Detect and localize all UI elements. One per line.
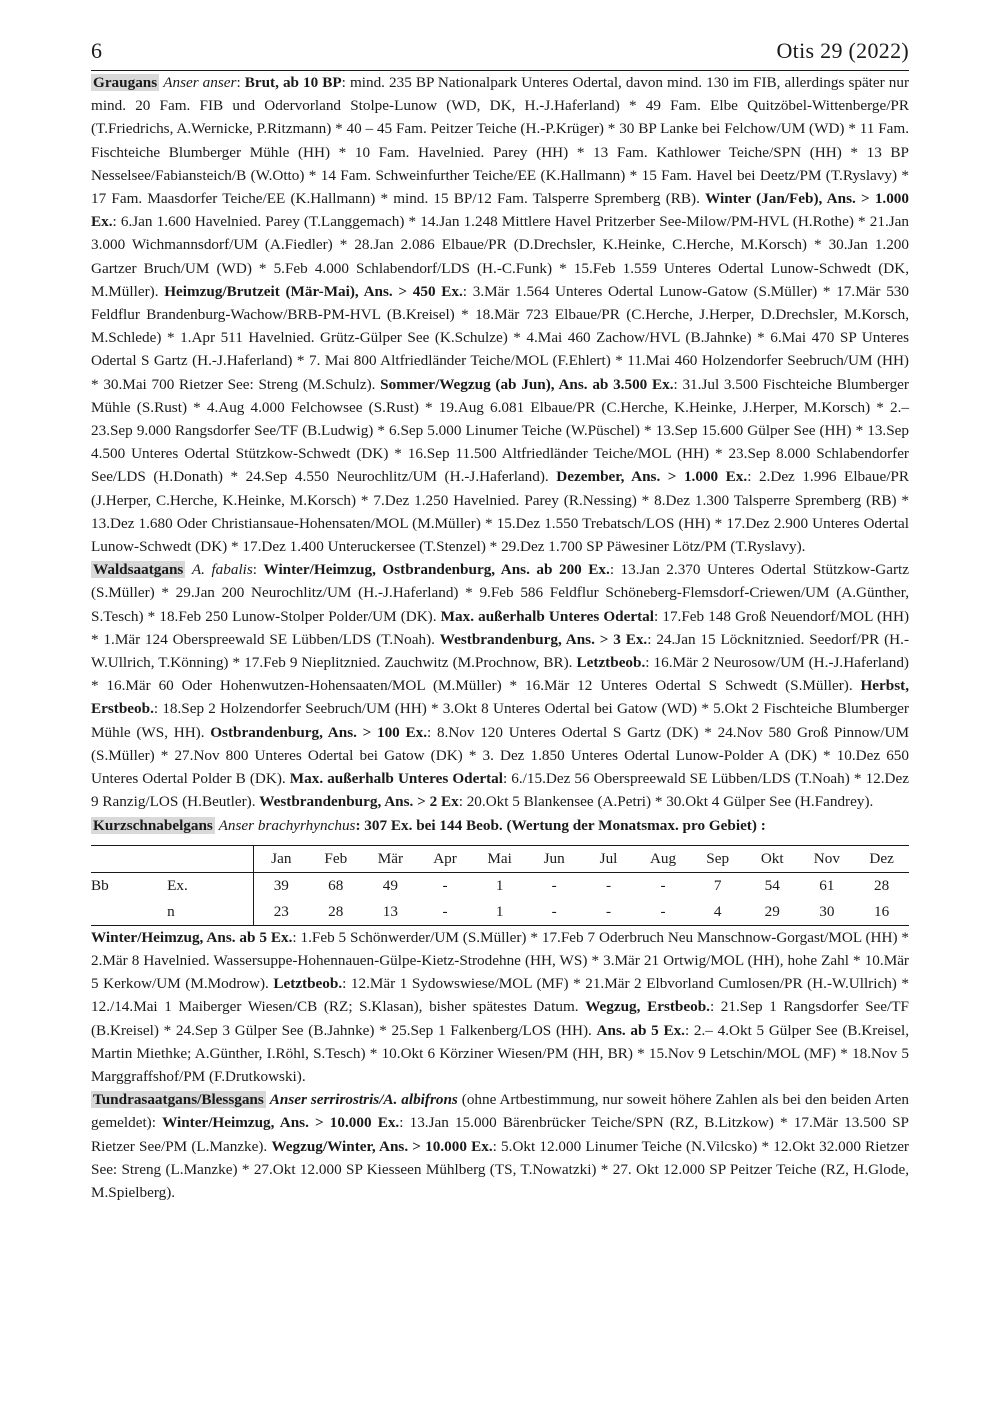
section-heading: Letztbeob. [273,975,343,993]
table-cell: - [442,876,448,894]
section-text: : 1.Feb 5 Schönwerder/UM (S.Müller) * 17.Feb 7 Oderbruch Neu Manschnow-Gorgast/MOL (HH) * 2.Mär 8 Havelnied. Wassersuppe-Hohennauen-Gülpe-Kietz-Strodehne (HH, WS) * 3.Mär 21 Ortwig/MOL (HH), hohe Zahl * 10.Mär 5 Kerkow/UM (M.Modrow). [91,928,909,993]
table-cell: 28 [309,899,364,926]
table-cell: - [418,899,473,926]
row-label: n [139,899,253,926]
entry-kurzschnabelgans-header [91,814,909,837]
table-cell: 39 [273,876,289,894]
region-cell: Bb [91,876,109,894]
table-cell: 68 [328,876,344,894]
table-cell: 49 [382,876,398,894]
section-text: : 24.Jan 15 Löcknitznied. Seedorf/PR (H.-W.Ullrich, T.Könning) * 17.Feb 9 Nieplitznied. Zauchwitz (M.Prochnow, BR). [91,630,909,672]
section-heading: Brut, ab 10 BP [244,74,342,91]
section-heading: Wegzug/Winter, Ans. > 10.000 Ex. [271,1137,493,1155]
section-text: : 2.Dez 1.996 Elbaue/PR (J.Herper, C.Herche, K.Heinke, M.Korsch) * 7.Dez 1.250 Havelnied. Parey (R.Nessing) * 8.Dez 1.300 Talsperre Spremberg (RB) * 13.Dez 1.680 Oder Christiansaue-Hohensaten/MOL (M.Müller) * 15.Dez 1.550 Trebatsch/LOS (HH) * 17.Dez 2.900 Unteres Odertal Lunow-Schwedt (DK) * 17.Dez 1.400 Unteruckersee (T.Stenzel) * 29.Dez 1.700 SP Päwesiner Lötz/PM (T.Ryslavy). [91,468,910,556]
table-header-row [91,845,909,872]
species-name: Tundrasaatgans/Blessgans [93,1091,264,1109]
table-cell: - [551,876,557,894]
month-header: Aug [636,845,691,872]
section-heading: Max. außerhalb Unteres Odertal [440,607,654,625]
table-cell: - [636,899,691,926]
table-cell: - [660,876,666,894]
section-text: : 6./15.Dez 56 Oberspreewald SE Lübben/LDS (T.Noah) * 12.Dez 9 Ranzig/LOS (H.Beutler). [91,770,909,811]
latin-name: Anser serrirostris/A. albifrons [269,1091,458,1109]
table-cell: 29 [745,899,800,926]
entry-waldsaatgans: Waldsaatgans A. fabalis: Winter/Heimzug, Ostbrandenburg, Ans. ab 200 Ex.: 13.Jan 2.370 Unteres Odertal Stützkow-Gartz (S.Müller) * 29.Jan 200 Neurochlitz/UM (H.-J.Haferland) * 9.Feb 586 Feldflur Schöneberg-Flemsdorf-Criewen/UM (A.Günther, S.Tesch) * 18.Feb 250 Lunow-Stolper Polder/UM (DK). Max. außerhalb Unteres Odertal: 17.Feb 148 Groß Neuendorf/MOL (HH) * 1.Mär 124 Oberspreewald SE Lübben/LDS (T.Noah). Westbrandenburg, Ans. > 3 Ex.: 24.Jan 15 Löcknitznied. Seedorf/PR (H.-W.Ullrich, T.Könning) * 17.Feb 9 Nieplitznied. Zauchwitz (M.Prochnow, BR). Letztbeob.: 16.Mär 2 Neurosow/UM (H.-J.Haferland) * 16.Mär 60 Oder Hohenwutzen-Hohensaaten/MOL (M.Müller) * 16.Mär 12 Unteres Odertal S Schwedt (S.Müller). Herbst, Erstbeob.: 18.Sep 2 Holzendorfer Seebruch/UM (HH) * 3.Okt 8 Unteres Odertal bei Gatow (WD) * 5.Okt 2 Fischteiche Blumberger Mühle (WS, HH). Ostbrandenburg, Ans. > 100 Ex.: 8.Nov 120 Unteres Odertal S Gartz (DK) * 24.Nov 580 Groß Pinnow/UM (S.Müller) * 27.Nov 800 Unteres Odertal bei Gatow (DK) * 3. Dez 1.850 Unteres Odertal Lunow-Polder A (DK) * 10.Dez 650 Unteres Odertal Polder B (DK). Max. außerhalb Unteres Odertal: 6./15.Dez 56 Oberspreewald SE Lübben/LDS (T.Noah) * 12.Dez 9 Ranzig/LOS (H.Beutler). Westbrandenburg, Ans. > 2 Ex: 20.Okt 5 Blankensee (A.Petri) * 30.Okt 4 Gülper See (H.Fandrey). [91,561,909,811]
table-cell: 54 [764,876,780,894]
section-heading: Wegzug, Erstbeob. [585,998,710,1016]
section-heading: Westbrandenburg, Ans. > 2 Ex [259,793,459,811]
month-header: Apr [418,845,473,872]
section-heading: Letztbeob. [576,654,646,672]
table-cell: 4 [690,899,745,926]
species-name: Waldsaatgans [93,561,184,579]
page [91,38,909,1204]
section-heading: Ans. ab 5 Ex. [596,1021,685,1039]
table-row [91,872,909,899]
section-heading: Winter/Heimzug, Ans. ab 5 Ex. [91,928,293,946]
month-header: Dez [854,845,909,872]
intro-text: (ohne Artbestimmung, nur soweit höhere Zahlen als bei den beiden Arten gemeldet): [91,1091,910,1132]
table-cell: 30 [800,899,855,926]
section-text: : 20.Okt 5 Blankensee (A.Petri) * 30.Okt 4 Gülper See (H.Fandrey). [458,793,874,811]
page-header [91,38,909,71]
entry-kurzschnabelgans-text [91,926,909,1088]
table-row [91,899,909,926]
entry-tundrasaatgans [91,1088,909,1204]
monthly-table [91,845,909,926]
table-cell: 16 [854,899,909,926]
month-header: Nov [800,845,855,872]
month-header: Jun [527,845,581,872]
table-cell: 1 [472,899,527,926]
month-header: Feb [309,845,364,872]
table-cell: 23 [254,899,309,926]
entry-graugans: Graugans Anser anser: Brut, ab 10 BP: mind. 235 BP Nationalpark Unteres Odertal, davon mind. 130 im FIB, allerdings später nur mind. 20 Fam. FIB und Odervorland Stolpe-Lunow (WD, DK, H.-J.Haferland) * 49 Fam. Elbe Quitzöbel-Wittenberge/PR (T.Friedrichs, A.Wernicke, P.Ritzmann) * 40 – 45 Fam. Peitzer Teiche (H.-P.Krüger) * 30 BP Lanke bei Felchow/UM (WD) * 11 Fam. Fischteiche Blumberger Mühle (HH) * 10 Fam. Havelnied. Parey (HH) * 13 Fam. Kathlower Teiche/SPN (HH) * 13 BP Nesselsee/Fabiansteich/B (W.Otto) * 14 Fam. Schweinfurther Teiche/EE (K.Hallmann) * 15 Fam. Havel bei Deetz/PM (T.Ryslavy) * 17 Fam. Maasdorfer Teiche/EE (K.Hallmann) * mind. 15 BP/12 Fam. Talsperre Spremberg (RB). Winter (Jan/Feb), Ans. > 1.000 Ex.: 6.Jan 1.600 Havelnied. Parey (T.Langgemach) * 14.Jan 1.248 Mittlere Havel Pritzerber See-Milow/PM-HVL (H.Rothe) * 21.Jan 3.000 Wichmannsdorf/UM (A.Fiedler) * 28.Jan 2.086 Elbaue/PR (D.Drechsler, K.Heinke, C.Herche, M.Korsch) * 30.Jan 1.200 Gartzer Bruch/UM (WD) * 5.Feb 4.000 Schlabendorf/LDS (H.-C.Funk) * 15.Feb 1.559 Unteres Odertal Lunow-Schwedt (DK, M.Müller). Heimzug/Brutzeit (Mär-Mai), Ans. > 450 Ex.: 3.Mär 1.564 Unteres Odertal Lunow-Gatow (S.Müller) * 17.Mär 530 Feldflur Brandenburg-Wachow/BRB-PM-HVL (B.Kreisel) * 18.Mär 723 Elbaue/PR (C.Herche, J.Herper, D.Drechsler, M.Korsch, M.Schlede) * 1.Apr 511 Havelnied. Grütz-Gülper See (K.Schulze) * 4.Mai 460 Zachow/HVL (B.Jahnke) * 6.Mai 470 SP Unteres Odertal S Gartz (H.-J.Haferland) * 7. Mai 800 Altfriedländer Teiche/MOL (F.Ehlert) * 11.Mai 460 Holzendorfer Seebruch/UM (HH) * 30.Mai 700 Rietzer See: Streng (M.Schulz). Sommer/Wegzug (ab Jun), Ans. ab 3.500 Ex.: 31.Jul 3.500 Fischteiche Blumberger Mühle (S.Rust) * 4.Aug 4.000 Felchowsee (S.Rust) * 19.Aug 6.081 Elbaue/PR (C.Herche, K.Heinke, J.Herper, M.Korsch) * 2.–23.Sep 9.000 Rangsdorfer See/TF (B.Ludwig) * 6.Sep 5.000 Linumer Teiche (W.Püschel) * 13.Sep 15.600 Gülper See (HH) * 13.Sep 4.500 Unteres Odertal Stützkow-Schwedt (DK) * 16.Sep 11.500 Altfriedländer Teiche/MOL (HH) * 23.Sep 8.000 Schlabendorfer See/LDS (H.Donath) * 24.Sep 4.550 Neurochlitz/UM (H.-J.Haferland). Dezember, Ans. > 1.000 Ex.: 2.Dez 1.996 Elbaue/PR (J.Herper, C.Herche, K.Heinke, M.Korsch) * 7.Dez 1.250 Havelnied. Parey (R.Nessing) * 8.Dez 1.300 Talsperre Spremberg (RB) * 13.Dez 1.680 Oder Christiansaue-Hohensaten/MOL (M.Müller) * 15.Dez 1.550 Trebatsch/LOS (HH) * 17.Dez 2.900 Unteres Odertal Lunow-Schwedt (DK) * 17.Dez 1.400 Unteruckersee (T.Stenzel) * 29.Dez 1.700 SP Päwesiner Lötz/PM (T.Ryslavy). [91,74,910,556]
section-heading: Westbrandenburg, Ans. > 3 Ex. [439,630,648,648]
month-header: Mär [363,845,418,872]
month-header: Jan [254,845,309,872]
section-text: : 18.Sep 2 Holzendorfer Seebruch/UM (HH) * 3.Okt 8 Unteres Odertal bei Gatow (WD) * 5.Okt 2 Fischteiche Blumberger Mühle (WS, HH). [91,700,909,741]
month-header: Sep [690,845,745,872]
section-text: : 3.Mär 1.564 Unteres Odertal Lunow-Gatow (S.Müller) * 17.Mär 530 Feldflur Brandenburg-Wachow/BRB-PM-HVL (B.Kreisel) * 18.Mär 723 Elbaue/PR (C.Herche, J.Herper, D.Drechsler, M.Korsch, M.Schlede) * 1.Apr 511 Havelnied. Grütz-Gülper See (K.Schulze) * 4.Mai 460 Zachow/HVL (B.Jahnke) * 6.Mai 470 SP Unteres Odertal S Gartz (H.-J.Haferland) * 7. Mai 800 Altfriedländer Teiche/MOL (F.Ehlert) * 11.Mai 460 Holzendorfer Seebruch/UM (HH) * 30.Mai 700 Rietzer See: Streng (M.Schulz). [91,282,909,393]
table-cell: - [606,876,612,894]
section-text: : mind. 235 BP Nationalpark Unteres Odertal, davon mind. 130 im FIB, allerdings später nur mind. 20 Fam. FIB und Odervorland Stolpe-Lunow (WD, DK, H.-J.Haferland) * 49 Fam. Elbe Quitzöbel-Wittenberge/PR (T.Friedrichs, A.Wernicke, P.Ritzmann) * 40 – 45 Fam. Peitzer Teiche (H.-P.Krüger) * 30 BP Lanke bei Felchow/UM (WD) * 11 Fam. Fischteiche Blumberger Mühle (HH) * 10 Fam. Havelnied. Parey (HH) * 13 Fam. Kathlower Teiche/SPN (HH) * 13 BP Nesselsee/Fabiansteich/B (W.Otto) * 14 Fam. Schweinfurther Teiche/EE (K.Hallmann) * 15 Fam. Havel bei Deetz/PM (T.Ryslavy) * 17 Fam. Maasdorfer Teiche/EE (K.Hallmann) * mind. 15 BP/12 Fam. Talsperre Spremberg (RB). [91,74,909,208]
section-text: : 13.Jan 2.370 Unteres Odertal Stützkow-Gartz (S.Müller) * 29.Jan 200 Neurochlitz/UM (H.-J.Haferland) * 9.Feb 586 Feldflur Schöneberg-Flemsdorf-Criewen/UM (A.Günther, S.Tesch) * 18.Feb 250 Lunow-Stolper Polder/UM (DK). [91,561,909,625]
section-text: : 12.Mär 1 Sydowswiese/MOL (MF) * 21.Mär 2 Elbvorland Cumlosen/PR (H.-W.Ullrich) * 12./14.Mai 1 Maiberger Wiesen/CB (RZ; S.Klasan), bisher spätestes Datum. [91,975,909,1016]
page-number: 6 [91,38,103,63]
section-text: : 8.Nov 120 Unteres Odertal S Gartz (DK) * 24.Nov 580 Groß Pinnow/UM (S.Müller) * 27.Nov 800 Unteres Odertal bei Gatow (DK) * 3. Dez 1.850 Unteres Odertal Lunow-Polder A (DK) * 10.Dez 650 Unteres Odertal Polder B (DK). [91,723,909,788]
species-name: Graugans [93,74,158,91]
section-heading: Heimzug/Brutzeit (Mär-Mai), Ans. > 450 Ex. [164,282,463,300]
section-heading: Dezember, Ans. > 1.000 Ex. [556,468,748,486]
table-cell: - [527,899,581,926]
summary-text: : 307 Ex. bei 144 Beob. (Wertung der Monatsmax. pro Gebiet) : [355,816,766,834]
section-heading: Winter/Heimzug, Ans. > 10.000 Ex. [162,1114,400,1132]
table-cell: 28 [874,876,890,894]
section-heading: Herbst, Erstbeob. [91,677,909,718]
section-text: : 21.Sep 1 Rangsdorfer See/TF (B.Kreisel) * 24.Sep 3 Gülper See (B.Jahnke) * 25.Sep 1 Falkenberg/LOS (HH). [91,998,909,1039]
row-label: Ex. [139,872,253,899]
month-header: Mai [472,845,527,872]
section-text: : 2.– 4.Okt 5 Gülper See (B.Kreisel, Martin Miethke; A.Günther, I.Röhl, S.Tesch) * 10.Okt 6 Körziner Wiesen/PM (HH, BR) * 15.Nov 9 Letschin/MOL (MF) * 18.Nov 5 Marggraffshof/PM (F.Drutkowski). [91,1021,909,1085]
section-text: : 5.Okt 12.000 Linumer Teiche (N.Vilcsko) * 12.Okt 32.000 Rietzer See: Streng (L.Manzke) * 27.Okt 12.000 SP Kiesseen Mühlberg (TS, T.Nowatzki) * 27. Okt 12.000 SP Peitzer Teiche (RZ, H.Glode, M.Spielberg). [91,1137,909,1201]
journal-title: Otis 29 (2022) [776,38,909,63]
section-text: : 31.Jul 3.500 Fischteiche Blumberger Mühle (S.Rust) * 4.Aug 4.000 Felchowsee (S.Rust) * 19.Aug 6.081 Elbaue/PR (C.Herche, K.Heinke, J.Herper, M.Korsch) * 2.–23.Sep 9.000 Rangsdorfer See/TF (B.Ludwig) * 6.Sep 5.000 Linumer Teiche (W.Püschel) * 13.Sep 15.600 Gülper See (HH) * 13.Sep 4.500 Unteres Odertal Stützkow-Schwedt (DK) * 16.Sep 11.500 Altfriedländer Teiche/MOL (HH) * 23.Sep 8.000 Schlabendorfer See/LDS (H.Donath) * 24.Sep 4.550 Neurochlitz/UM (H.-J.Haferland). [91,375,909,486]
section-text: : 16.Mär 2 Neurosow/UM (H.-J.Haferland) * 16.Mär 60 Oder Hohenwutzen-Hohensaaten/MOL (M.Müller) * 16.Mär 12 Unteres Odertal S Schwedt (S.Müller). [91,654,909,695]
table-cell: - [581,899,635,926]
table-cell: 61 [819,876,835,894]
section-heading: Winter/Heimzug, Ostbrandenburg, Ans. ab 200 Ex. [263,561,610,579]
section-heading: Sommer/Wegzug (ab Jun), Ans. ab 3.500 Ex. [380,375,674,393]
section-heading: Ostbrandenburg, Ans. > 100 Ex. [210,723,428,741]
section-heading: Max. außerhalb Unteres Odertal [289,770,503,788]
table-cell: 13 [363,899,418,926]
table-cell: 1 [495,876,504,894]
latin-name: Anser brachyrhynchus [218,816,356,834]
latin-name: Anser anser [163,74,237,91]
section-text: : 6.Jan 1.600 Havelnied. Parey (T.Langgemach) * 14.Jan 1.248 Mittlere Havel Pritzerber See-Milow/PM-HVL (H.Rothe) * 21.Jan 3.000 Wichmannsdorf/UM (A.Fiedler) * 28.Jan 2.086 Elbaue/PR (D.Drechsler, K.Heinke, C.Herche, M.Korsch) * 30.Jan 1.200 Gartzer Bruch/UM (WD) * 5.Feb 4.000 Schlabendorf/LDS (H.-C.Funk) * 15.Feb 1.559 Unteres Odertal Lunow-Schwedt (DK, M.Müller). [91,213,909,300]
section-heading: Winter (Jan/Feb), Ans. > 1.000 Ex. [91,190,909,231]
month-header: Okt [745,845,800,872]
month-header: Jul [581,845,635,872]
section-text: : 13.Jan 15.000 Bärenbrücker Teiche/SPN (RZ, B.Litzkow) * 17.Mär 13.500 SP Rietzer See/PM (L.Manzke). [91,1114,909,1155]
species-name: Kurzschnabelgans [93,816,213,834]
latin-name: A. fabalis [191,561,253,579]
section-text: : 17.Feb 148 Groß Neuendorf/MOL (HH) * 1.Mär 124 Oberspreewald SE Lübben/LDS (T.Noah). [91,607,909,648]
table-cell: 7 [713,876,722,894]
